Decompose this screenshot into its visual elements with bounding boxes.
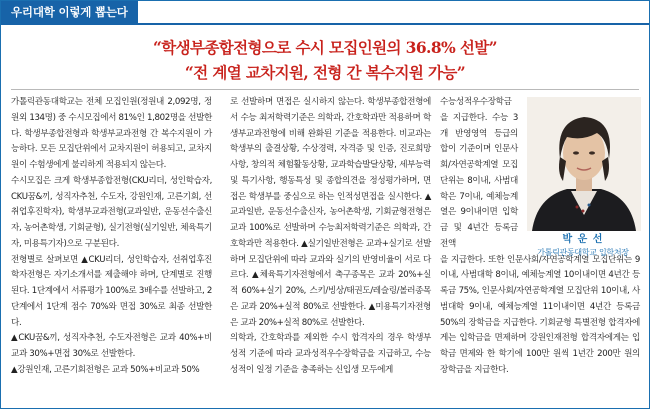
portrait-photo — [527, 97, 641, 231]
paragraph: ▲강원인재, 고른기회전형은 교과 50%+비교과 50% — [11, 364, 200, 375]
photo-caption — [521, 233, 645, 259]
header-rule — [1, 23, 649, 25]
body-column-2 — [230, 95, 431, 379]
body-column-1 — [11, 95, 212, 379]
headline-line-1: “학생부종합전형으로 수시 모집인원의 36.8% 선발” — [152, 38, 497, 57]
headline-line-2: “전 계열 교차지원, 전형 간 복수지원 가능” — [184, 63, 466, 82]
paragraph: 가톨릭관동대학교는 전체 모집인원(정원내 2,092명, 정원외 134명) 중 수시모집에서 81%인 1,802명을 선발한다. 학생부종합전형과 학생부교과전형 간 복수지원이 가능하다. 모든 모집단위에서 교차지원이 허용되고, 교차지원이 수험생에게 불리하게 적용되지 않는다. — [11, 97, 212, 170]
paragraph: 의학과, 간호학과를 제외한 수시 합격자의 경우 학생부 성적 기준에 따라 교과성적우수장학금을 지급하고, 수능 성적이 일정 기준을 충족하는 신입생 모두에게 — [230, 333, 431, 375]
person-name: 박 운 선 — [562, 234, 604, 245]
person-title: 가톨릭관동대학교 입학처장 — [537, 248, 629, 257]
paragraph: 수능성적우수장학금을 지급한다. 수능 3개 반영영역 등급의 합이 기준이며 인문사회/자연공학계열 모집단위는 8이내, 사범대학은 7이내, 예체능계열은 9이내이면 입학금 및 4년간 등록금 전액 — [440, 97, 518, 249]
paragraph: ▲CKU꿈&끼, 성직자추천, 수도자전형은 교과 40%+비교과 30%+면접 30%로 선발한다. — [11, 333, 212, 359]
paragraph: 을 지급한다. 또한 인문사회/자연공학계열 모집단위는 9이내, 사범대학 8이내, 예체능계열 10이내이면 4년간 등록금 75%, 인문사회/자연공학계열 모집단위 10이내, 사범대학 9이내, 예체능계열 11이내이면 4년간 등록금 50%의 장학금을 지급한다. 기회균형 특별전형 합격자에게는 입학금을 면제하며 강원인재전형 합격자에게는 입학금 면제와 한 학기에 100만 원씩 1년간 200만 원의 장학금을 지급한다. — [440, 254, 640, 375]
paragraph: 로 선발하며 면접은 실시하지 않는다. 학생부종합전형에서 수능 최저학력기준은 의학과, 간호학과만 적용하며 학생부교과전형에 비해 완화된 기준을 적용한다. 비교과는 학생부의 출결상황, 수상경력, 자격증 및 인증, 진로희망사항, 창의적 체험활동상황, 교과학습발달상황, 세부능력 및 특기사항, 행동특성 및 종합의견을 정성평가하며, 면접은 학생부를 중심으로 하는 인적성면접을 실시한다. ▲교과일반, 운동선수출신자, 농어촌학생, 기회균형전형은 교과 100%로 선발하며 수능최저학력기준은 의학과, 간호학과만 적용한다. ▲실기일반전형은 교과+실기로 선발하며 모집단위에 따라 교과와 실기의 반영비율이 서로 다르다. ▲체육특기자전형에서 축구종목은 교과 20%+실적 60%+실기 20%, 스키/빙상/태권도/레슬링/볼러종목은 교과 20%+실적 80%로 선발한다. ▲미용특기자전형은 교과 20%+실적 80%로 선발한다. — [230, 97, 431, 328]
headline-divider — [11, 89, 639, 90]
paragraph: 전형별로 살펴보면 ▲CKU리더, 성인학습자, 선취업후진학자전형은 자기소개서를 제출해야 하며, 단계별로 진행된다. 1단계에서 서류평가 100%로 3배수를 선발하고, 2단계에서 1단계 점수 70%와 면접 30%로 최종 선발한다. — [11, 254, 212, 328]
section-tag: 우리대학 이렇게 뽑는다 — [1, 1, 138, 23]
paragraph: 수시모집은 크게 학생부종합전형(CKU리더, 성인학습자, CKU꿈&끼, 성직자추천, 수도자, 강원인재, 고른기회, 선취업후진학자), 학생부교과전형(교과일반, 운동선수출신자, 농어촌학생, 기회균형), 실기전형(실기일반, 체육특기자, 미용특기자)으로 구분된다. — [11, 175, 212, 249]
